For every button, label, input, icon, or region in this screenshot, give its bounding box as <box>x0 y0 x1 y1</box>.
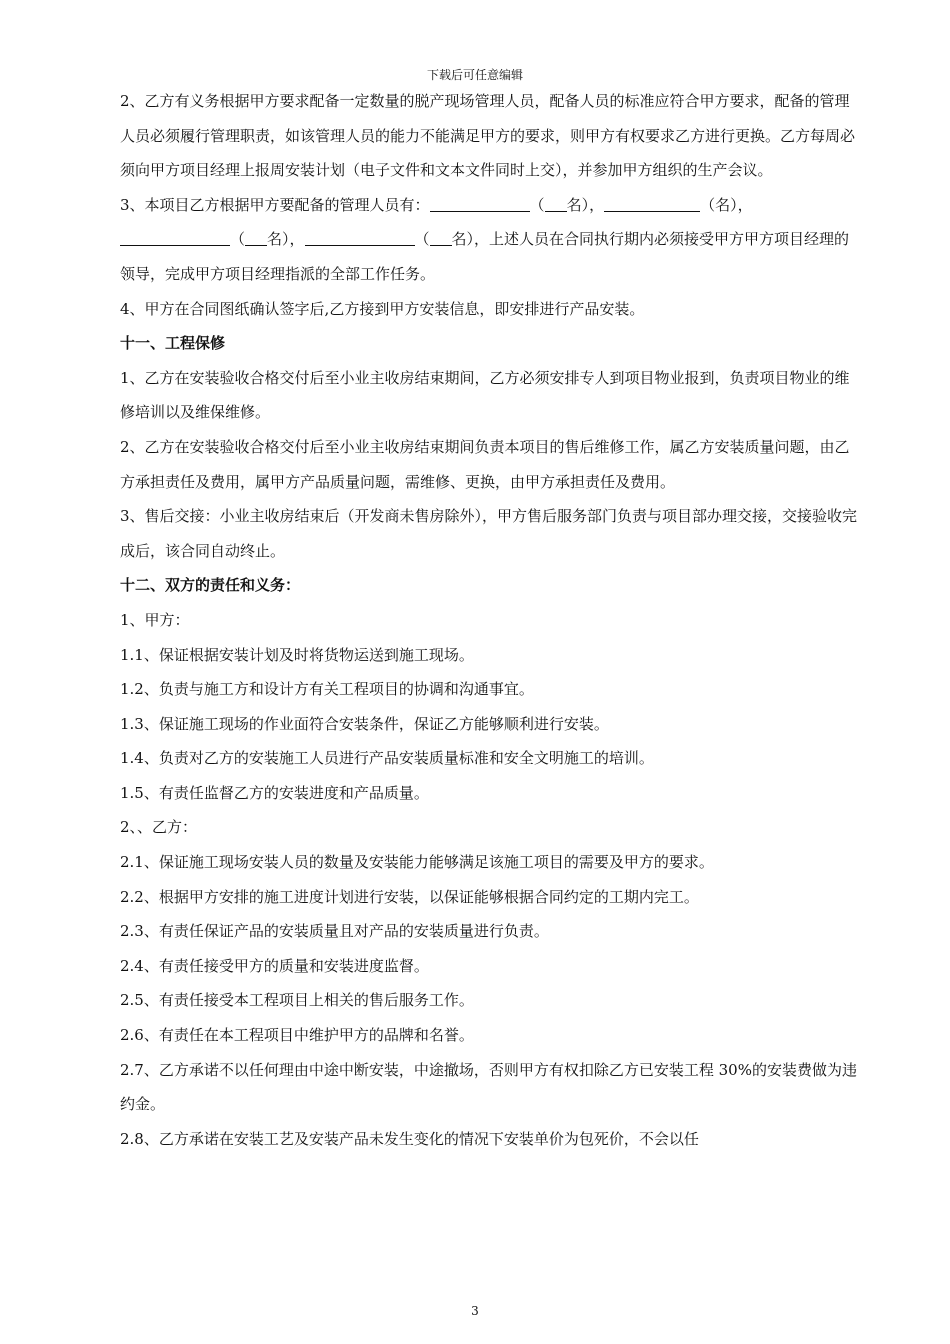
list-item: 2.6、有责任在本工程项目中维护甲方的品牌和名誉。 <box>120 1026 474 1045</box>
section-heading-warranty: 十一、工程保修 <box>120 334 226 353</box>
list-item: 1.5、有责任监督乙方的安装进度和产品质量。 <box>120 783 429 802</box>
text: （ <box>529 195 545 214</box>
blank-field[interactable] <box>120 229 230 246</box>
text: 3、本项目乙方根据甲方要配备的管理人员有： <box>120 195 430 214</box>
list-item: 2.4、有责任接受甲方的质量和安装进度监督。 <box>120 956 429 975</box>
text: 名）， <box>566 195 605 214</box>
list-item: 1、甲方： <box>120 610 190 629</box>
page-header-note: 下载后可任意编辑 <box>426 68 523 82</box>
blank-field[interactable] <box>604 195 700 212</box>
list-item: 1.1、保证根据安装计划及时将货物运送到施工现场。 <box>120 645 474 664</box>
text: 名），上述人员在合同执行期内必须接受甲方甲方项目经理的领导，完成甲方项目经理指派的全部工作任务。 <box>120 230 850 283</box>
list-item: 2、、乙方： <box>120 818 198 837</box>
list-item: 2.8、乙方承诺在安装工艺及安装产品未发生变化的情况下安装单价为包死价，不会以任 <box>120 1129 699 1148</box>
document-body <box>120 84 860 1156</box>
text: 名）， <box>715 195 753 214</box>
text: （ <box>414 230 430 249</box>
list-item: 1.2、负责与施工方和设计方有关工程项目的协调和沟通事宜。 <box>120 680 534 699</box>
paragraph-staff-line-2 <box>120 222 860 291</box>
paragraph-staff-line-1 <box>120 188 860 223</box>
blank-field[interactable] <box>430 229 452 246</box>
paragraph: 4、甲方在合同图纸确认签字后,乙方接到甲方安装信息，即安排进行产品安装。 <box>120 299 645 318</box>
paragraph: 2、乙方在安装验收合格交付后至小业主收房结束期间负责本项目的售后维修工作，属乙方安装质量问题，由乙方承担责任及费用，属甲方产品质量问题，需维修、更换，由甲方承担责任及费用。 <box>120 437 850 491</box>
text: （ <box>230 230 246 249</box>
blank-field[interactable] <box>545 195 567 212</box>
blank-field[interactable] <box>305 229 415 246</box>
paragraph: 3、售后交接：小业主收房结束后（开发商未售房除外），甲方售后服务部门负责与项目部办理交接，交接验收完成后，该合同自动终止。 <box>120 507 858 560</box>
section-heading-responsibilities: 十二、双方的责任和义务： <box>120 576 301 595</box>
list-item: 2.3、有责任保证产品的安装质量且对产品的安装质量进行负责。 <box>120 922 549 941</box>
text: （ <box>700 195 716 214</box>
list-item: 2.2、根据甲方安排的施工进度计划进行安装，以保证能够根据合同约定的工期内完工。 <box>120 887 699 906</box>
list-item: 1.3、保证施工现场的作业面符合安装条件，保证乙方能够顺利进行安装。 <box>120 714 609 733</box>
text: 名）， <box>267 230 305 249</box>
list-item: 2.1、保证施工现场安装人员的数量及安装能力能够满足该施工项目的需要及甲方的要求。 <box>120 853 714 872</box>
page-number: 3 <box>471 1304 479 1318</box>
list-item: 2.5、有责任接受本工程项目上相关的售后服务工作。 <box>120 991 474 1010</box>
paragraph: 1、乙方在安装验收合格交付后至小业主收房结束期间，乙方必须安排专人到项目物业报到，负责项目物业的维修培训以及维保维修。 <box>120 368 850 422</box>
blank-field[interactable] <box>245 229 267 246</box>
blank-field[interactable] <box>430 195 530 212</box>
list-item: 2.7、乙方承诺不以任何理由中途中断安装，中途撤场，否则甲方有权扣除乙方已安装工程 30%的安装费做为违约金。 <box>120 1060 857 1114</box>
paragraph: 2、乙方有义务根据甲方要求配备一定数量的脱产现场管理人员，配备人员的标准应符合甲方要求，配备的管理人员必须履行管理职责，如该管理人员的能力不能满足甲方的要求，则甲方有权要求乙方进行更换。乙方每周必须向甲方项目经理上报周安装计划（电子文件和文本文件同时上交），并参加甲方组织的生产会议。 <box>120 92 856 180</box>
list-item: 1.4、负责对乙方的安装施工人员进行产品安装质量标准和安全文明施工的培训。 <box>120 749 654 768</box>
